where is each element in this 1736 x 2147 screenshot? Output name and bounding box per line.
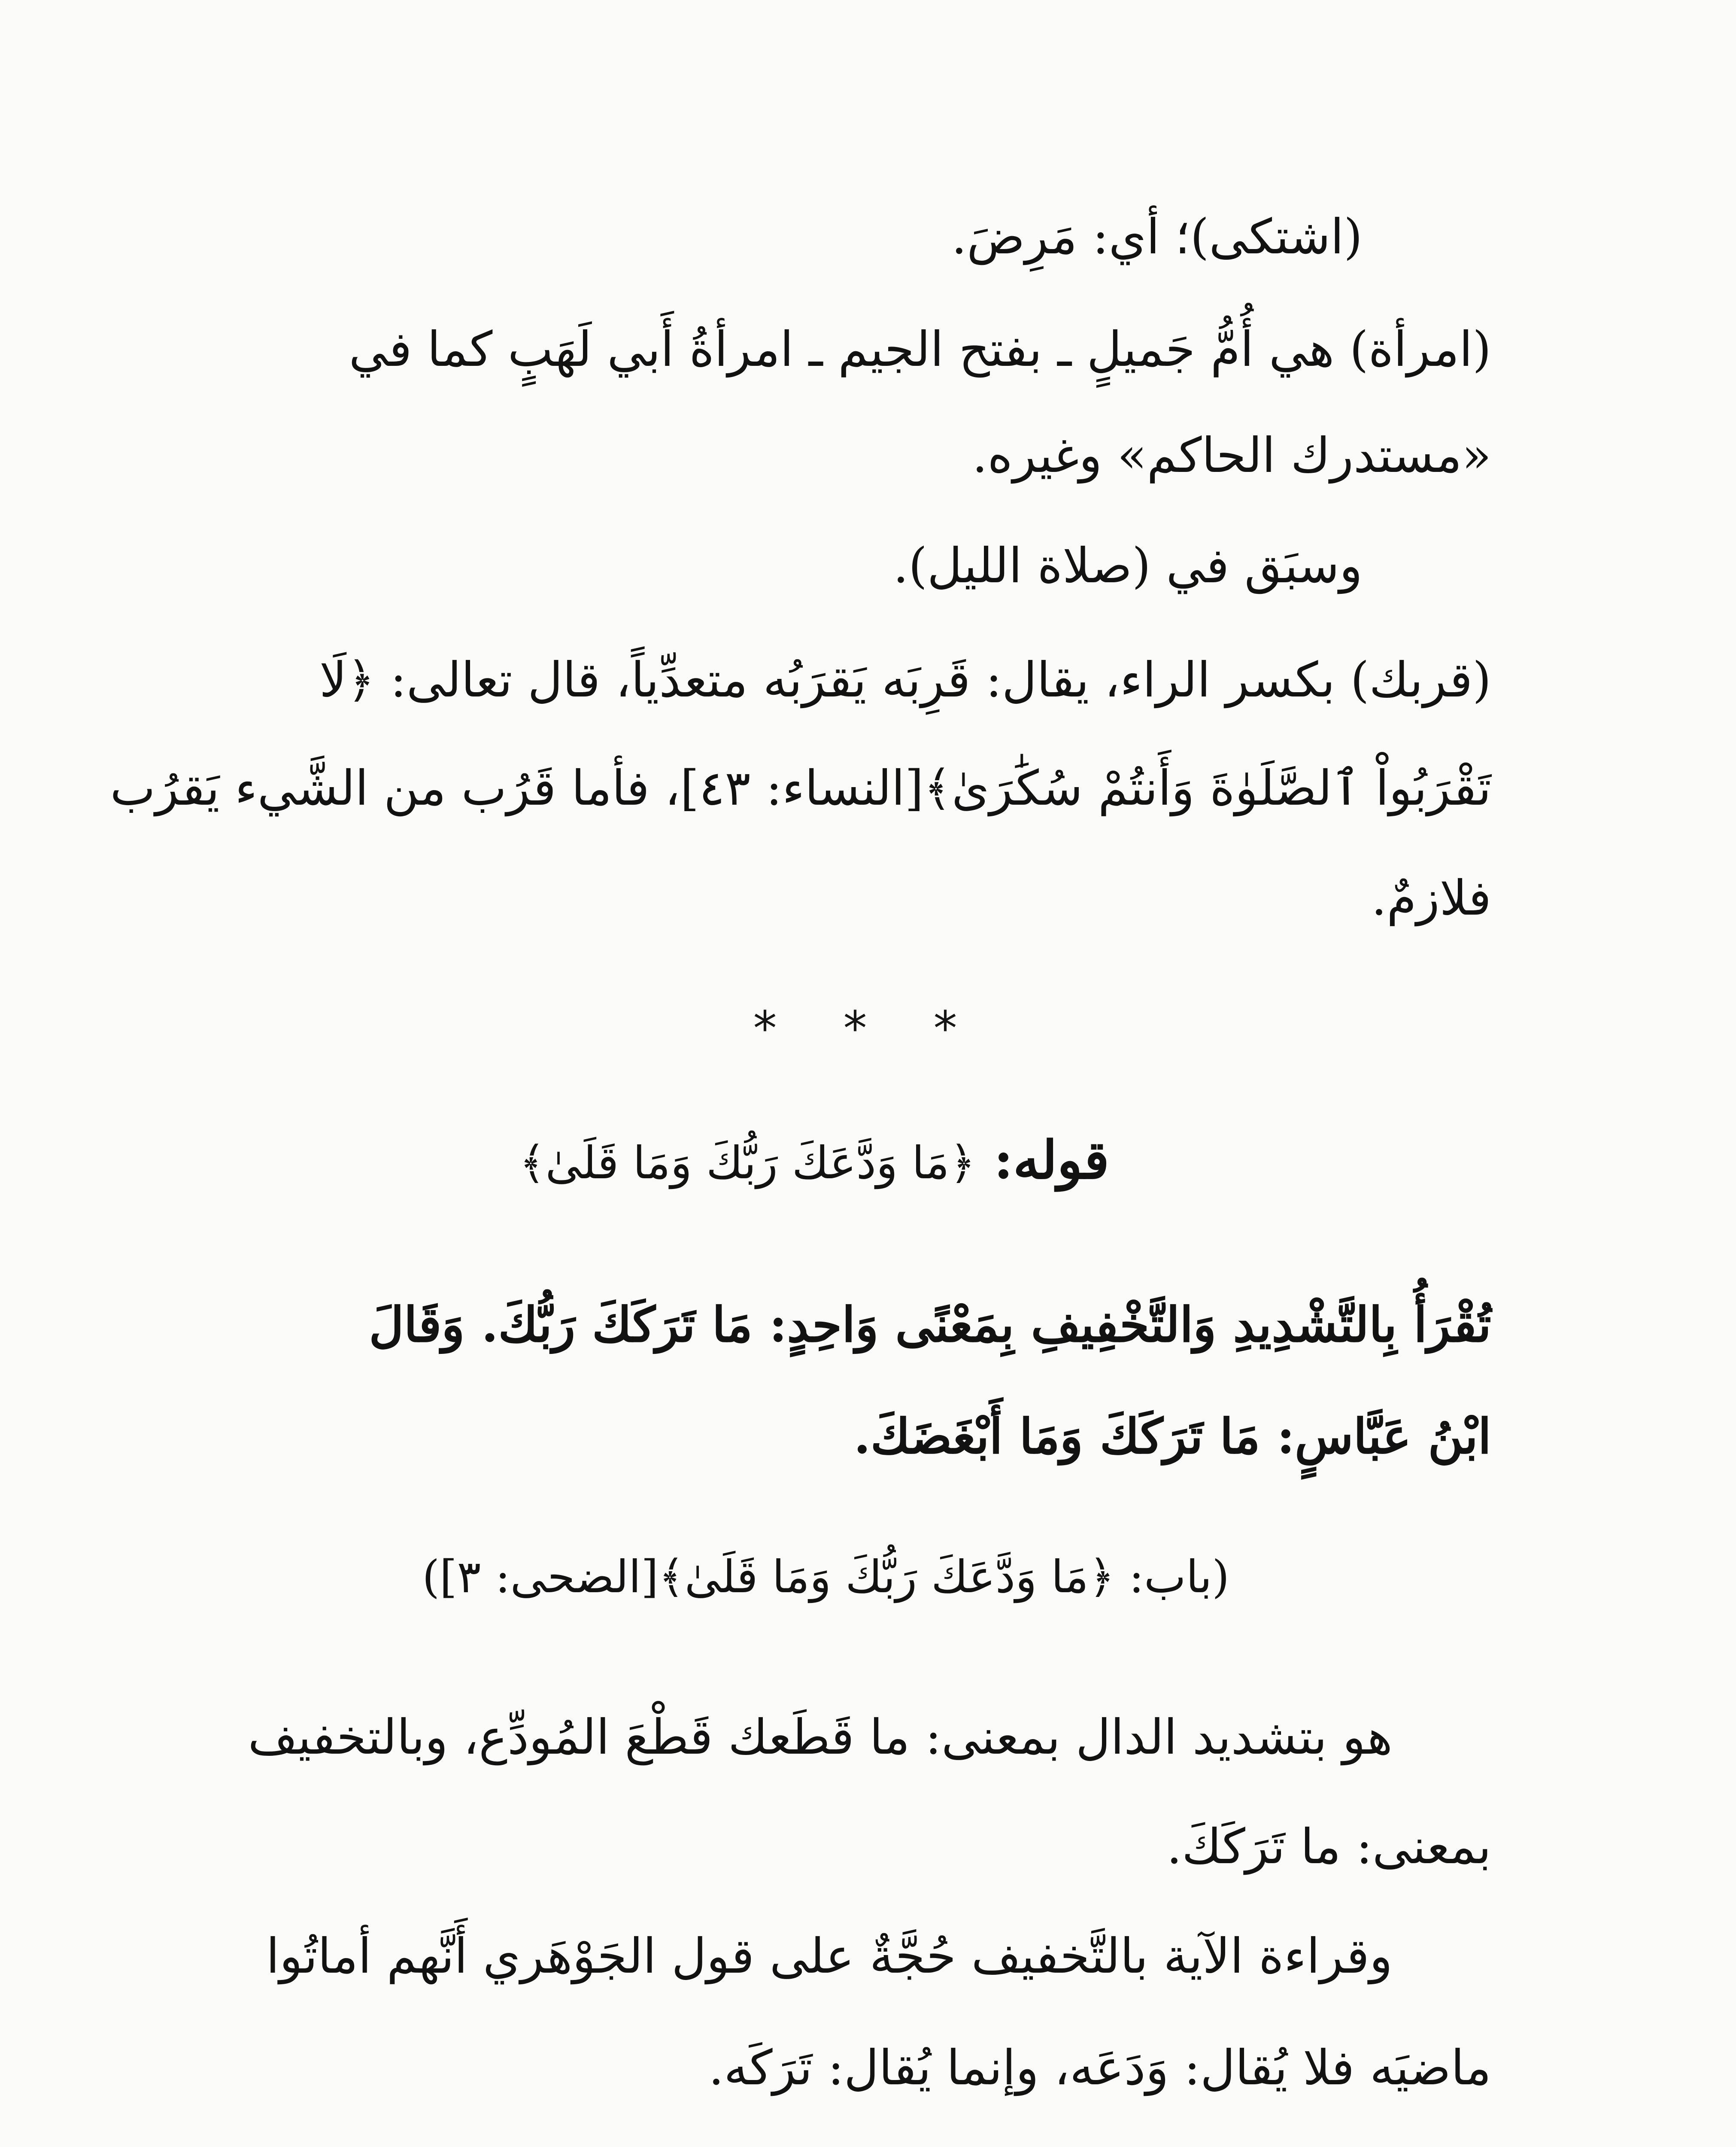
commentary-p2-line2: ماضيَه فلا يُقال: وَدَعَه، وإنما يُقال: تَرَكَه. <box>708 2040 1491 2096</box>
paragraph-imraa-line2: «مستدرك الحاكم» وغيره. <box>972 428 1491 484</box>
paragraph-qurbak-line3: فلازمٌ. <box>1371 870 1491 926</box>
verse-heading <box>519 1129 1109 1191</box>
paragraph-qurbak-line2: تَقْرَبُواْ ٱلصَّلَوٰةَ وَأَنتُمْ سُكَٰرَىٰ﴾[النساء: ٤٣]، فأما قَرُب من الشَّيء يَقرُب <box>110 760 1491 816</box>
paragraph-ishtaka: (اشتكى)؛ أي: مَرِضَ. <box>951 209 1363 265</box>
hadith-line1: تُقْرَأُ بِالتَّشْدِيدِ وَالتَّخْفِيفِ بِمَعْنًى وَاحِدٍ: مَا تَرَكَكَ رَبُّكَ. وَقَالَ <box>369 1297 1491 1353</box>
heading-label: قوله: <box>994 1129 1109 1191</box>
paragraph-imraa-line1: (امرأة) هي أُمُّ جَميلٍ ـ بفتح الجيم ـ امرأةُ أَبي لَهَبٍ كما في <box>349 322 1491 377</box>
commentary-p2-line1: وقراءة الآية بالتَّخفيف حُجَّةٌ على قول الجَوْهَري أَنَّهم أماتُوا <box>266 1928 1393 1984</box>
bab-title: (باب: ﴿مَا وَدَّعَكَ رَبُّكَ وَمَا قَلَىٰ﴾[الضحى: ٣]) <box>422 1551 1229 1603</box>
hadith-line2: ابْنُ عَبَّاسٍ: مَا تَرَكَكَ وَمَا أَبْغَضَكَ. <box>853 1408 1491 1465</box>
section-separator: * * * <box>753 1001 983 1056</box>
heading-verse: ﴿مَا وَدَّعَكَ رَبُّكَ وَمَا قَلَىٰ﴾ <box>519 1137 976 1189</box>
commentary-p1-line2: بمعنى: ما تَرَكَكَ. <box>1166 1819 1491 1875</box>
paragraph-sabaqa: وسبَق في (صلاة الليل). <box>893 538 1363 594</box>
commentary-p1-line1: هو بتشديد الدال بمعنى: ما قَطَعك قَطْعَ المُودِّع، وبالتخفيف <box>248 1709 1393 1765</box>
paragraph-qurbak-line1: (قربك) بكسر الراء، يقال: قَرِبَه يَقرَبُه متعدِّياً، قال تعالى: ﴿لَا <box>319 652 1491 708</box>
